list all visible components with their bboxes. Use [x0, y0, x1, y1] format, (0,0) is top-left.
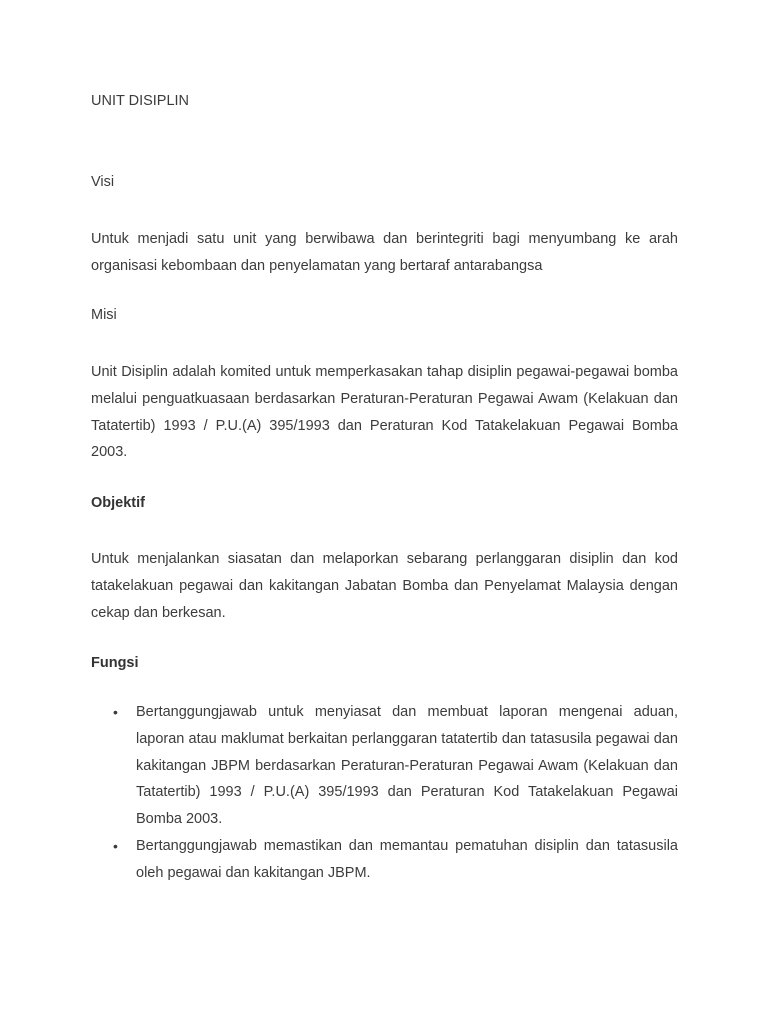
list-item: [91, 699, 678, 833]
fungsi-item-text: Bertanggungjawab memastikan dan memantau pematuhan disiplin dan tatasusila oleh pegawai dan kakitangan JBPM.: [136, 837, 678, 881]
fungsi-list: [91, 699, 678, 887]
list-item: [91, 833, 678, 887]
objektif-paragraph: Untuk menjalankan siasatan dan melaporkan sebarang perlanggaran disiplin dan kod tatakelakuan pegawai dan kakitangan Jabatan Bomba dan Penyelamat Malaysia dengan cekap dan berkesan.: [91, 551, 678, 621]
visi-paragraph: Untuk menjadi satu unit yang berwibawa dan berintegriti bagi menyumbang ke arah organisasi kebombaan dan penyelamatan yang bertaraf antarabangsa: [91, 231, 678, 274]
misi-heading: Misi: [91, 307, 117, 323]
misi-paragraph: Unit Disiplin adalah komited untuk memperkasakan tahap disiplin pegawai-pegawai bomba melalui penguatkuasaan berdasarkan Peraturan-Peraturan Pegawai Awam (Kelakuan dan Tatatertib) 1993 / P.U.(A) 395/1993 dan Peraturan Kod Tatakelakuan Pegawai Bomba 2003.: [91, 364, 678, 461]
visi-heading: Visi: [91, 174, 115, 190]
document-title: UNIT DISIPLIN: [91, 93, 190, 109]
bullet-icon: •: [113, 837, 118, 854]
fungsi-heading: Fungsi: [91, 655, 139, 671]
objektif-heading: Objektif: [91, 495, 145, 511]
fungsi-item-text: Bertanggungjawab untuk menyiasat dan membuat laporan mengenai aduan, laporan atau maklumat berkaitan perlanggaran tatatertib dan tatasusila pegawai dan kakitangan JBPM berdasarkan Peraturan-Peraturan Pegawai Awam (Kelakuan dan Tatatertib) 1993 / P.U.(A) 395/1993 dan Peraturan Kod Tatakelakuan Pegawai Bomba 2003.: [136, 704, 678, 828]
bullet-icon: •: [113, 704, 118, 720]
